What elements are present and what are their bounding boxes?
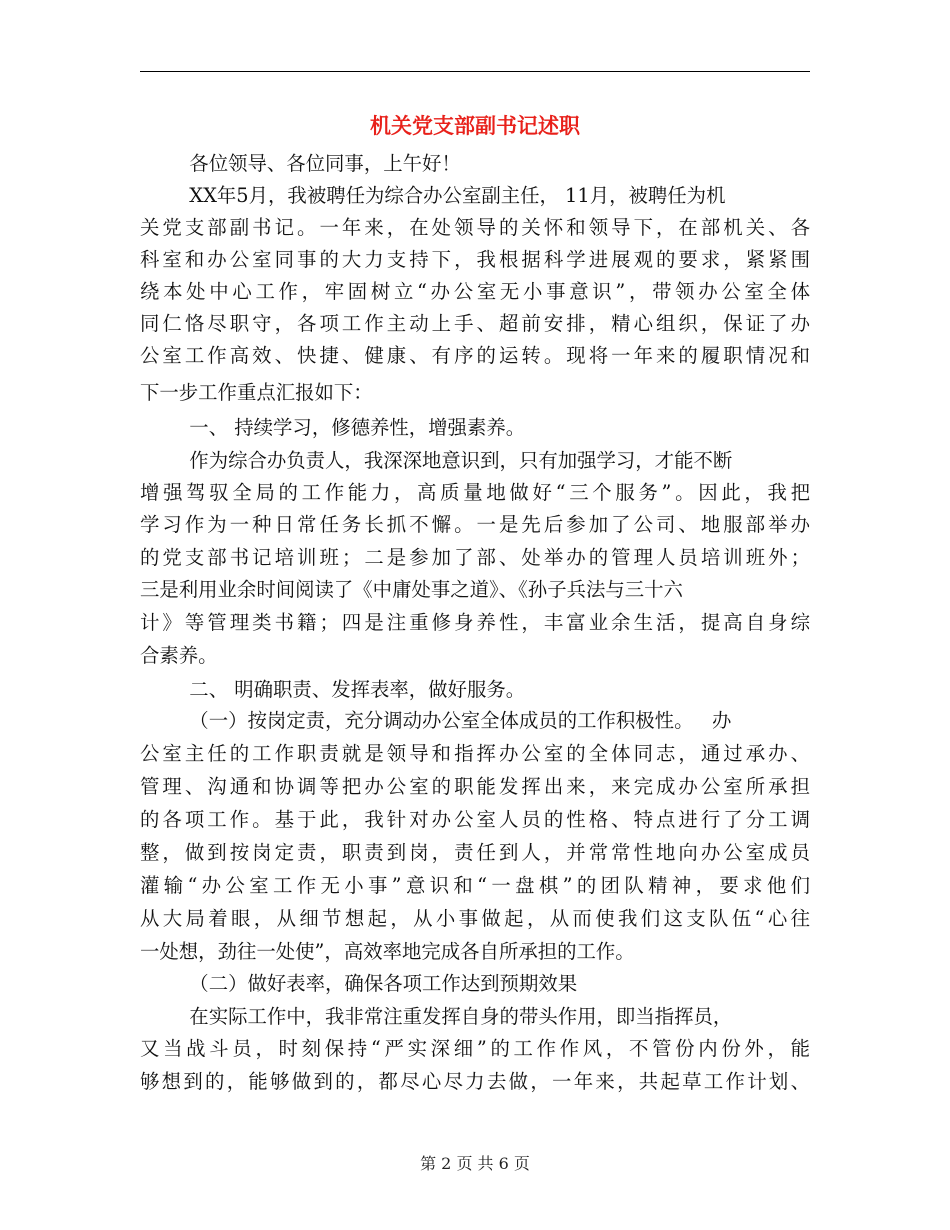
body-line: 又当战斗员，时刻保持“严实深细”的工作作风，不管份内份外，能 (140, 1037, 810, 1060)
body-line: 各位领导、各位同事，上午好！ (140, 152, 461, 175)
header-rule (140, 71, 810, 72)
body-line: 科室和办公室同事的大力支持下，我根据科学进展观的要求，紧紧围 (140, 248, 810, 271)
body-line: 整，做到按岗定责，职责到岗，责任到人，并常常性地向办公室成员 (140, 841, 810, 864)
page-footer: 第 2 页 共 6 页 (420, 1154, 530, 1173)
section-heading: 二、 明确职责、发挥表率，做好服务。 (140, 678, 526, 701)
subsection-heading: （二）做好表率，确保各项工作达到预期效果 (140, 972, 578, 995)
body-line: 在实际工作中，我非常注重发挥自身的带头作用，即当指挥员， (140, 1005, 733, 1028)
body-line: 公室主任的工作职责就是领导和指挥办公室的全体同志，通过承办、 (140, 742, 810, 765)
body-line: 关党支部副书记。一年来，在处领导的关怀和领导下，在部机关、各 (140, 216, 810, 239)
body-line: 增强驾驭全局的工作能力，高质量地做好“三个服务”。因此，我把 (140, 481, 810, 504)
body-line: 从大局着眼，从细节想起，从小事做起，从而使我们这支队伍“心往 (140, 907, 810, 930)
body-line: XX年5月，我被聘任为综合办公室副主任， 11月，被聘任为机 (140, 184, 726, 207)
body-line: 灌输“办公室工作无小事”意识和“一盘棋”的团队精神，要求他们 (140, 874, 810, 897)
body-line: （一）按岗定责，充分调动办公室全体成员的工作积极性。 办 (140, 709, 732, 732)
body-line: 公室工作高效、快捷、健康、有序的运转。现将一年来的履职情况和 (140, 344, 810, 367)
body-line: 的各项工作。基于此，我针对办公室人员的性格、特点进行了分工调 (140, 808, 810, 831)
body-line: 合素养。 (140, 644, 218, 667)
body-line: 绕本处中心工作，牢固树立“办公室无小事意识”，带领办公室全体 (140, 280, 810, 303)
section-heading: 一、 持续学习，修德养性，增强素养。 (140, 416, 526, 439)
body-line: 下一步工作重点汇报如下： (140, 381, 373, 404)
body-line: 三是利用业余时间阅读了《中庸处事之道》、《孙子兵法与三十六 (140, 578, 683, 601)
body-line: 学习作为一种日常任务长抓不懈。一是先后参加了公司、地服部举办 (140, 513, 810, 536)
body-line: 作为综合办负责人，我深深地意识到，只有加强学习，才能不断 (140, 449, 733, 472)
body-line: 同仁恪尽职守，各项工作主动上手、超前安排，精心组织，保证了办 (140, 312, 810, 335)
body-line: 的党支部书记培训班；二是参加了部、处举办的管理人员培训班外； (140, 546, 810, 569)
body-line: 够想到的，能够做到的，都尽心尽力去做，一年来，共起草工作计划、 (140, 1070, 810, 1093)
body-line: 计》等管理类书籍；四是注重修身养性，丰富业余生活，提高自身综 (140, 611, 810, 634)
body-line: 一处想，劲往一处使”，高效率地完成各自所承担的工作。 (140, 940, 635, 963)
body-line: 管理、沟通和协调等把办公室的职能发挥出来，来完成办公室所承担 (140, 775, 810, 798)
document-title: 机关党支部副书记述职 (370, 113, 580, 138)
